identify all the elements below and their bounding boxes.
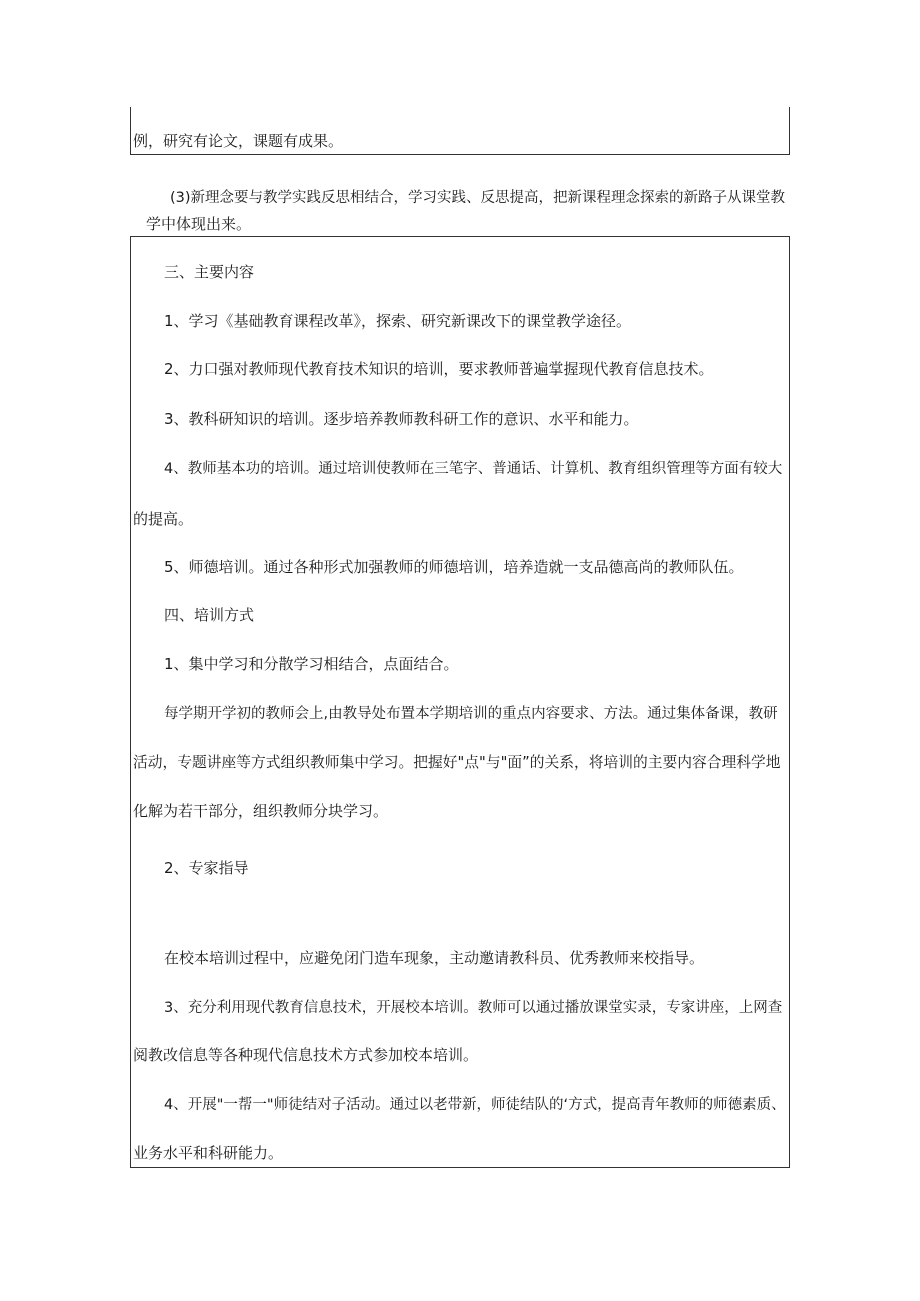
section-4-heading: 四、培训方式 bbox=[164, 606, 255, 624]
content-item-4-line-2: 的提高。 bbox=[133, 510, 194, 528]
content-item-5: 5、师德培训。通过各种形式加强教师的师德培训，培养造就一支品德高尚的教师队伍。 bbox=[164, 558, 744, 576]
content-item-2: 2、力口强对教师现代教育技术知识的培训，要求教师普遍掌握现代教育信息技术。 bbox=[164, 360, 714, 378]
section-3-heading: 三、主要内容 bbox=[164, 263, 255, 281]
method-2: 2、专家指导 bbox=[164, 859, 249, 877]
method-1-paragraph-line-3: 化解为若干部分，组织教师分块学习。 bbox=[133, 802, 389, 820]
method-4-line-2: 业务水平和科研能力。 bbox=[133, 1144, 284, 1162]
intro-line-2: 学中体现出来。 bbox=[146, 215, 252, 233]
content-item-1: 1、学习《基础教育课程改革》，探索、研究新课改下的课堂教学途径。 bbox=[164, 312, 632, 330]
top-cell-text: 例，研究有论文，课题有成果。 bbox=[133, 132, 344, 150]
method-1: 1、集中学习和分散学习相结合，点面结合。 bbox=[164, 655, 459, 673]
method-2-paragraph: 在校本培训过程中，应避免闭门造车现象，主动邀请教科员、优秀教师来校指导。 bbox=[164, 949, 705, 967]
method-1-paragraph-line-1: 每学期开学初的教师会上,由教导处布置本学期培训的重点内容要求、方法。通过集体备课，教研 bbox=[164, 706, 778, 722]
content-item-4-line-1: 4、教师基本功的培训。通过培训使教师在三笔字、普通话、计算机、教育组织管理等方面有较大 bbox=[164, 461, 783, 477]
method-4-line-1: 4、开展"一帮一"师徒结对子活动。通过以老带新，师徒结队的‘方式，提高青年教师的师德素质、 bbox=[164, 1097, 786, 1113]
method-3-line-1: 3、充分利用现代教育信息技术，开展校本培训。教师可以通过播放课堂实录，专家讲座，上网查 bbox=[164, 1000, 783, 1016]
method-3-line-2: 阅教改信息等各种现代信息技术方式参加校本培训。 bbox=[133, 1046, 479, 1064]
content-item-3: 3、教科研知识的培训。逐步培养教师教科研工作的意识、水平和能力。 bbox=[164, 410, 639, 428]
intro-line-1: (3)新理念要与教学实践反思相结合，学习实践、反思提高，把新课程理念探索的新路子从课堂教 bbox=[170, 190, 786, 206]
method-1-paragraph-line-2: 活动，专题讲座等方式组织教师集中学习。把握好"点"与"面”的关系，将培训的主要内容合理科学地 bbox=[133, 754, 781, 771]
